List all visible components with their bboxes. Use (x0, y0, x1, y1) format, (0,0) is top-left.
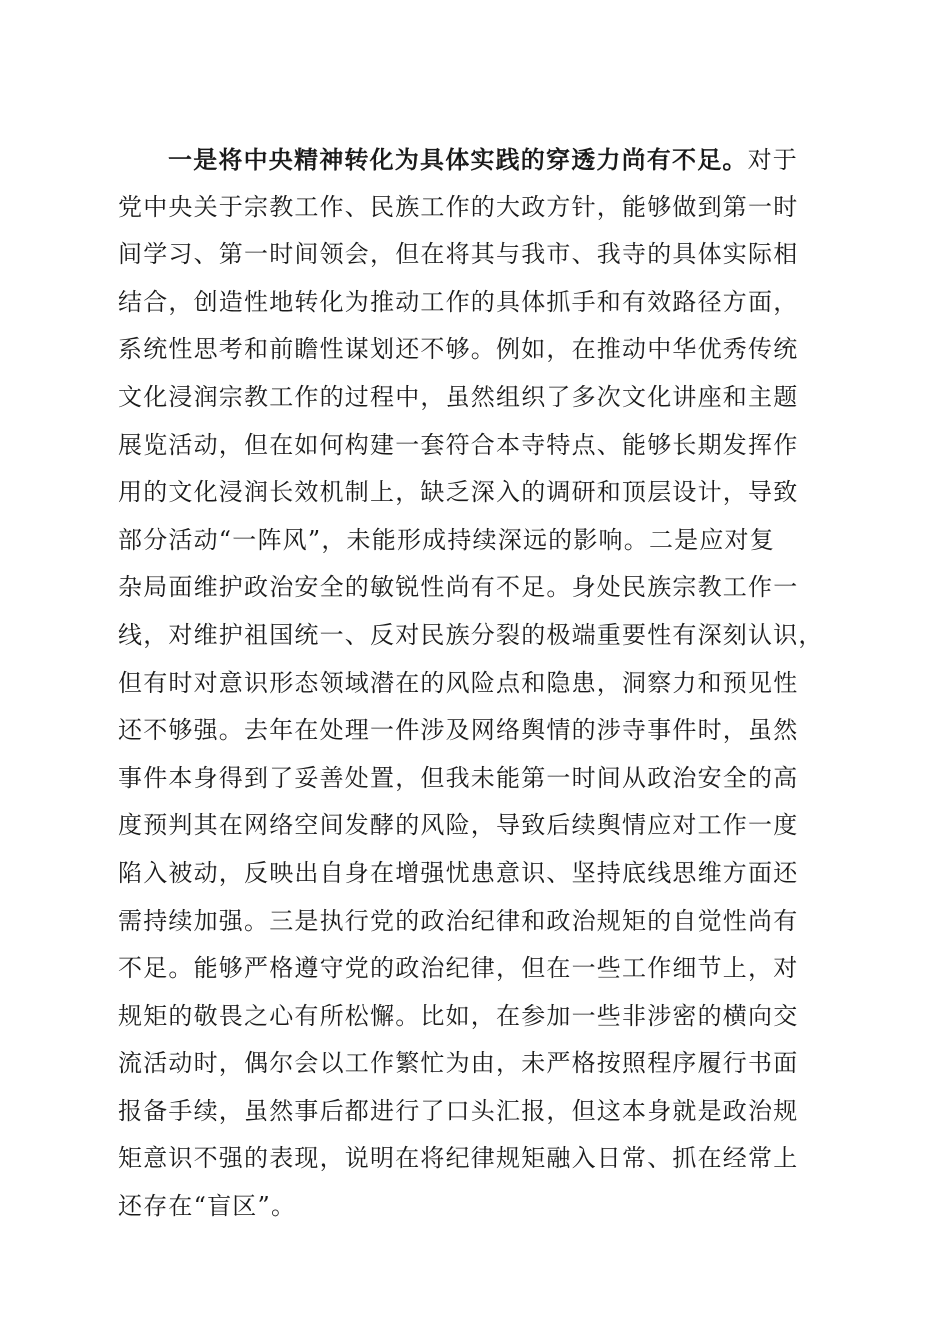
paragraph-line: 不足。能够严格遵守党的政治纪律，但在一些工作细节上，对 (118, 954, 799, 983)
paragraph-line: 需持续加强。三是执行党的政治纪律和政治规矩的自觉性尚有 (118, 906, 799, 935)
paragraph-line: 结合，创造性地转化为推动工作的具体抓手和有效路径方面， (118, 287, 799, 316)
body-paragraph (118, 136, 838, 1231)
paragraph-line: 线，对维护祖国统一、反对民族分裂的极端重要性有深刻认识， (118, 620, 824, 649)
paragraph-line: 但有时对意识形态领域潜在的风险点和隐患，洞察力和预见性 (118, 668, 799, 697)
paragraph-line: 还存在“盲区”。 (118, 1192, 297, 1221)
paragraph-line: 间学习、第一时间领会，但在将其与我市、我寺的具体实际相 (118, 240, 799, 269)
paragraph-line: 用的文化浸润长效机制上，缺乏深入的调研和顶层设计，导致 (118, 478, 799, 507)
paragraph-line: 矩意识不强的表现，说明在将纪律规矩融入日常、抓在经常上 (118, 1144, 799, 1173)
paragraph-line: 杂局面维护政治安全的敏锐性尚有不足。身处民族宗教工作一 (118, 573, 799, 602)
paragraph-line: 事件本身得到了妥善处置，但我未能第一时间从政治安全的高 (118, 763, 799, 792)
paragraph-line: 报备手续，虽然事后都进行了口头汇报，但这本身就是政治规 (118, 1096, 799, 1125)
paragraph-line: 规矩的敬畏之心有所松懈。比如，在参加一些非涉密的横向交 (118, 1001, 799, 1030)
paragraph-line: 流活动时，偶尔会以工作繁忙为由，未严格按照程序履行书面 (118, 1049, 799, 1078)
paragraph-line: 系统性思考和前瞻性谋划还不够。例如，在推动中华优秀传统 (118, 335, 799, 364)
bold-heading: 一是将中央精神转化为具体实践的穿透力尚有不足。 (168, 145, 748, 174)
paragraph-line (118, 136, 838, 184)
paragraph-line: 部分活动“一阵风”，未能形成持续深远的影响。二是应对复 (118, 525, 775, 554)
paragraph-line: 陷入被动，反映出自身在增强忧患意识、坚持底线思维方面还 (118, 858, 799, 887)
paragraph-line: 还不够强。去年在处理一件涉及网络舆情的涉寺事件时，虽然 (118, 716, 799, 745)
paragraph-line: 党中央关于宗教工作、民族工作的大政方针，能够做到第一时 (118, 192, 799, 221)
paragraph-line: 文化浸润宗教工作的过程中，虽然组织了多次文化讲座和主题 (118, 382, 799, 411)
paragraph-line: 度预判其在网络空间发酵的风险，导致后续舆情应对工作一度 (118, 811, 799, 840)
paragraph-line: 展览活动，但在如何构建一套符合本寺特点、能够长期发挥作 (118, 430, 799, 459)
line-text: 对于 (747, 146, 799, 174)
